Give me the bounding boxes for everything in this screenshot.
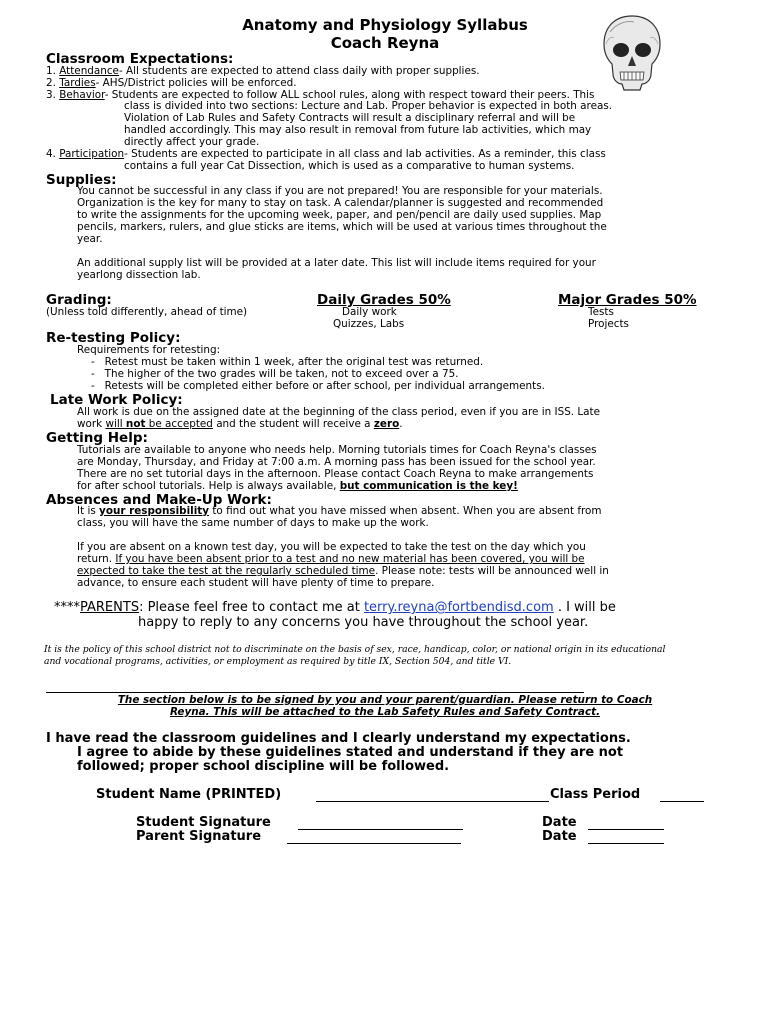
supplies-line: yearlong dissection lab. [77, 269, 201, 281]
major-grades-heading: Major Grades 50% [558, 292, 697, 308]
absences-line: expected to take the test at the regularly scheduled time. Please note: tests will be announced well in [77, 565, 609, 577]
daily-grades-item: Quizzes, Labs [333, 318, 405, 330]
date-label: Date [542, 815, 577, 830]
daily-grades-heading: Daily Grades 50% [317, 292, 451, 308]
expectation-item: 2. Tardies- AHS/District policies will be enforced. [46, 77, 297, 89]
policy-line: It is the policy of this school district not to discriminate on the basis of sex, race, handicap, color, or national origin in its educational [44, 644, 666, 655]
date-label: Date [542, 829, 577, 844]
help-line: There are no set tutorial days in the afternoon. Please contact Coach Reyna to make arrangements [77, 468, 594, 480]
parent-signature-label: Parent Signature [136, 829, 262, 844]
expectation-continuation: handled accordingly. This may also result in removal from future lab activities, which may [124, 124, 592, 136]
page-title: Anatomy and Physiology Syllabus [242, 16, 528, 34]
student-signature-label: Student Signature [136, 815, 271, 830]
help-line: are Monday, Thursday, and Friday at 7:00 a.m. A morning pass has been issued for the school year. [77, 456, 596, 468]
help-line: Tutorials are available to anyone who needs help. Morning tutorials times for Coach Reyna's classes [77, 444, 597, 456]
class-period-label: Class Period [550, 787, 641, 802]
parent-signature-field[interactable] [287, 843, 461, 844]
grading-heading: Grading: [46, 292, 112, 308]
expectation-item: 4. Participation- Students are expected to participate in all class and lab activities. As a reminder, this class [46, 148, 606, 160]
expectations-heading: Classroom Expectations: [46, 51, 234, 67]
supplies-line: An additional supply list will be provided at a later date. This list will include items required for your [77, 257, 596, 269]
student-signature-field[interactable] [298, 829, 463, 830]
supplies-line: to write the assignments for the upcoming week, paper, and pen/pencil are daily used supplies. Map [77, 209, 602, 221]
retesting-intro: Requirements for retesting: [77, 344, 221, 356]
absences-heading: Absences and Make-Up Work: [46, 492, 272, 508]
expectation-item: 1. Attendance- All students are expected to attend class daily with proper supplies. [46, 65, 480, 77]
absences-line: It is your responsibility to find out what you have missed when absent. When you are absent from [77, 505, 602, 517]
supplies-heading: Supplies: [46, 172, 117, 188]
return-notice: The section below is to be signed by you and your parent/guardian. Please return to Coach [117, 694, 653, 706]
divider [46, 692, 584, 693]
policy-line: and vocational programs, activities, or employment as required by title IX, Section 504, and title VI. [44, 656, 512, 667]
email-link[interactable]: terry.reyna@fortbendisd.com [363, 600, 554, 615]
parents-line: happy to reply to any concerns you have throughout the school year. [138, 615, 589, 630]
absences-line: If you are absent on a known test day, you will be expected to take the test on the day which you [77, 541, 586, 553]
parents-line: ****PARENTS: Please feel free to contact me at terry.reyna@fortbendisd.com . I will be [54, 600, 616, 615]
grading-note: (Unless told differently, ahead of time) [46, 306, 248, 318]
daily-grades-item: Daily work [342, 306, 397, 318]
absences-line: advance, to ensure each student will have plenty of time to prepare. [77, 577, 435, 589]
retesting-item: - Retest must be taken within 1 week, after the original test was returned. [91, 356, 484, 368]
date-field[interactable] [588, 843, 664, 844]
retesting-item: - Retests will be completed either before or after school, per individual arrangements. [91, 380, 545, 392]
date-field[interactable] [588, 829, 664, 830]
retesting-item: - The higher of the two grades will be taken, not to exceed over a 75. [91, 368, 459, 380]
supplies-line: pencils, markers, rulers, and glue sticks are items, which will be used at various times throughout the [77, 221, 607, 233]
agreement-line: I agree to abide by these guidelines stated and understand if they are not [77, 745, 624, 760]
major-grades-item: Tests [588, 306, 614, 318]
major-grades-item: Projects [588, 318, 629, 330]
agreement-line: followed; proper school discipline will be followed. [77, 759, 450, 774]
class-period-field[interactable] [660, 801, 704, 802]
absences-line: class, you will have the same number of days to make up the work. [77, 517, 429, 529]
expectation-item: 3. Behavior- Students are expected to follow ALL school rules, along with respect toward their peers. This [46, 89, 595, 101]
help-heading: Getting Help: [46, 430, 148, 446]
expectation-continuation: Violation of Lab Rules and Safety Contracts will result a disciplinary referral and will be [124, 112, 576, 124]
expectation-continuation: contains a full year Cat Dissection, which is used as a comparative to human systems. [124, 160, 575, 172]
expectation-continuation: directly affect your grade. [124, 136, 260, 148]
retesting-heading: Re-testing Policy: [46, 330, 181, 346]
help-line: for after school tutorials. Help is always available, but communication is the key! [77, 480, 518, 492]
absences-line: return. If you have been absent prior to a test and no new material has been covered, you will be [77, 553, 585, 565]
agreement-line: I have read the classroom guidelines and I clearly understand my expectations. [46, 731, 631, 746]
return-notice: Reyna. This will be attached to the Lab Safety Rules and Safety Contract. [169, 706, 601, 718]
supplies-line: You cannot be successful in any class if you are not prepared! You are responsible for your materials. [77, 185, 603, 197]
expectation-continuation: class is divided into two sections: Lecture and Lab. Proper behavior is expected in both areas. [124, 100, 613, 112]
supplies-line: year. [77, 233, 103, 245]
supplies-line: Organization is the key for many to stay on task. A calendar/planner is suggested and recommended [77, 197, 604, 209]
late-work-heading: Late Work Policy: [50, 392, 183, 408]
student-name-field[interactable] [316, 801, 549, 802]
late-work-line: work will not be accepted and the student will receive a zero. [77, 418, 403, 430]
student-name-label: Student Name (PRINTED) [96, 787, 282, 802]
late-work-line: All work is due on the assigned date at the beginning of the class period, even if you are in ISS. Late [77, 406, 601, 418]
page-subtitle: Coach Reyna [330, 34, 440, 52]
